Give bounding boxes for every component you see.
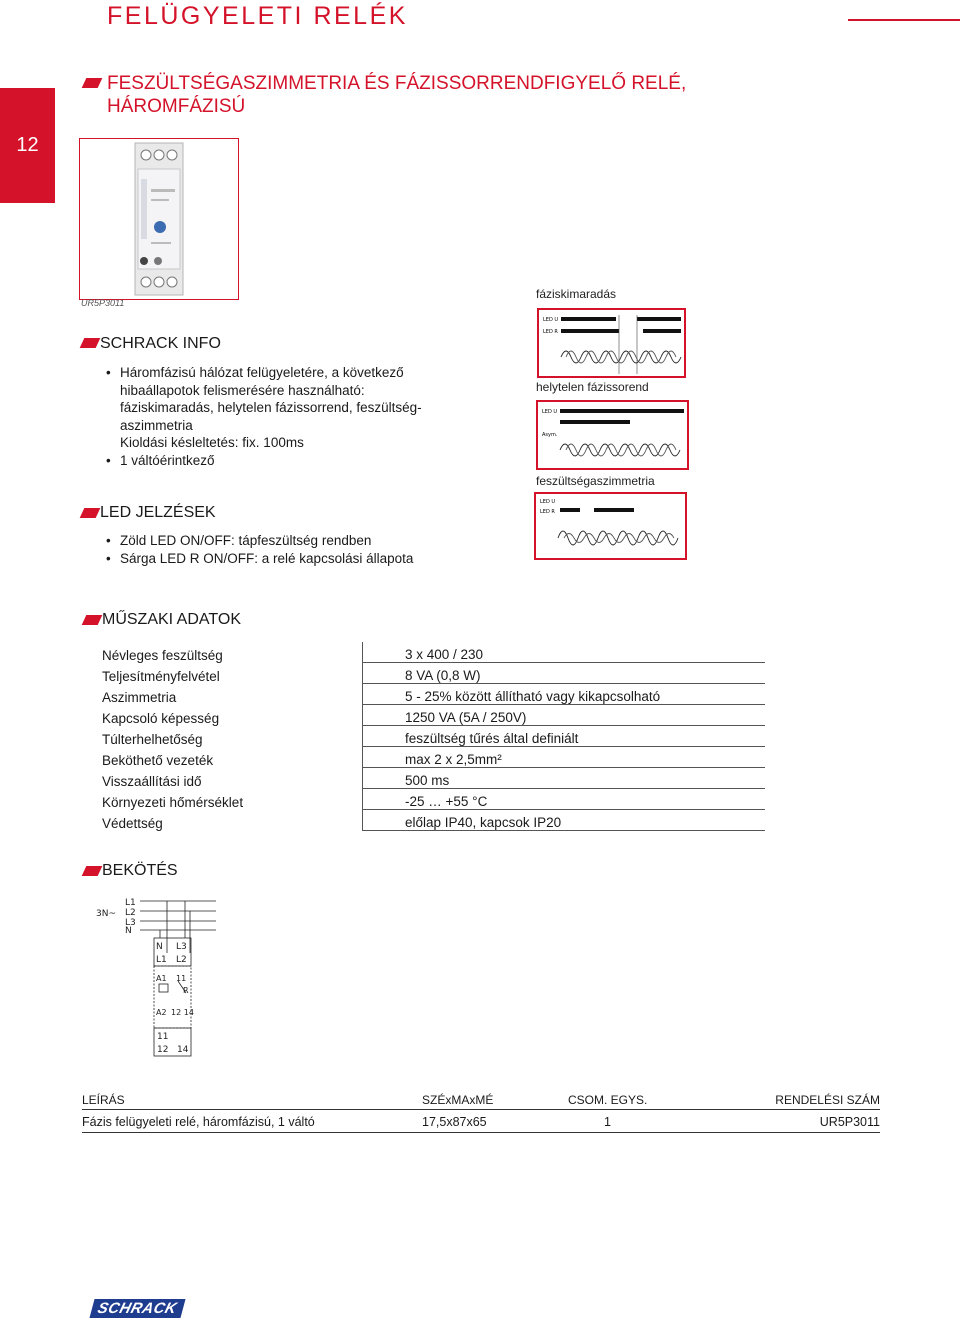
tech-value: 8 VA (0,8 W)	[363, 663, 766, 684]
product-image-caption: UR5P3011	[81, 298, 125, 308]
tech-value: 5 - 25% között állítható vagy kikapcsolható	[363, 684, 766, 705]
technical-heading: MŰSZAKI ADATOK	[102, 611, 241, 628]
table-row	[102, 663, 765, 684]
tech-label: Névleges feszültség	[102, 642, 363, 663]
table-row	[102, 726, 765, 747]
asym-label: Asym.	[542, 432, 558, 438]
tech-value: 500 ms	[363, 768, 766, 789]
section-marker-icon	[82, 866, 103, 876]
page-title: FELÜGYELETI RELÉK	[107, 2, 408, 30]
led-heading: LED JELZÉSEK	[100, 504, 216, 521]
product-image	[79, 138, 239, 300]
table-row	[102, 705, 765, 726]
diagram-wrong-sequence	[536, 400, 689, 470]
column-header: LEÍRÁS	[82, 1091, 422, 1110]
terminal-a1: A1	[156, 974, 167, 983]
supply-label: 3N~	[96, 909, 116, 919]
bottom-terminal-12: 12	[157, 1045, 169, 1055]
schrack-info-heading: SCHRACK INFO	[100, 335, 221, 352]
tech-label: Túlterhelhetőség	[102, 726, 363, 747]
list-item: Kioldási késleltetés: fix. 100ms	[120, 435, 304, 450]
contacts-12-14: 12 14	[171, 1008, 194, 1017]
tech-value: max 2 x 2,5mm²	[363, 747, 766, 768]
line-n-label: N	[125, 926, 132, 936]
section-marker-icon	[80, 508, 101, 518]
led-r-label: LED R	[543, 329, 558, 335]
tech-value: 1250 VA (5A / 250V)	[363, 705, 766, 726]
terminal-l3: L3	[176, 942, 187, 952]
bottom-terminal-11: 11	[157, 1032, 169, 1042]
tech-value: -25 … +55 °C	[363, 789, 766, 810]
heading-marker-icon	[82, 78, 103, 88]
tech-value: feszültség tűrés által definiált	[363, 726, 766, 747]
line-l2-label: L2	[125, 908, 136, 918]
bottom-terminal-14: 14	[177, 1045, 189, 1055]
led-r-label: LED R	[540, 509, 555, 515]
product-heading-line1: FESZÜLTSÉGASZIMMETRIA ÉS FÁZISSORRENDFIGYELŐ RELÉ,	[107, 73, 687, 94]
wiring-diagram	[90, 893, 220, 1063]
tech-label: Védettség	[102, 810, 363, 831]
table-row	[102, 642, 765, 663]
table-row	[102, 747, 765, 768]
diagram-asymmetry	[534, 492, 687, 560]
page-number: 12	[16, 134, 39, 156]
table-cell: 1	[568, 1110, 748, 1133]
led-u-label: LED U	[542, 409, 558, 415]
list-item: hibaállapotok felismerésére használható:	[120, 382, 365, 398]
list-item: • Háromfázisú hálózat felügyeletére, a következő	[106, 364, 486, 382]
page-number-tab	[0, 88, 55, 203]
table-row	[102, 789, 765, 810]
section-marker-icon	[80, 338, 101, 348]
list-item: fáziskimaradás, helytelen fázissorrend, feszültség-	[120, 400, 422, 415]
column-header: CSOM. EGYS.	[568, 1091, 748, 1110]
line-l3-label: L3	[125, 918, 136, 928]
table-header-row	[82, 1091, 880, 1110]
relay-device-illustration	[80, 139, 238, 299]
list-item: • Zöld LED ON/OFF: tápfeszültség rendben	[106, 532, 506, 550]
led-u-label: LED U	[543, 317, 559, 323]
list-item: aszimmetria	[120, 417, 193, 433]
section-marker-icon	[82, 615, 103, 625]
table-row	[102, 768, 765, 789]
terminal-n: N	[156, 942, 163, 952]
tech-label: Beköthető vezeték	[102, 747, 363, 768]
column-header: RENDELÉSI SZÁM	[748, 1091, 880, 1110]
diagram-caption-wrong-sequence: helytelen fázissorend	[536, 380, 649, 394]
tech-label: Környezeti hőmérséklet	[102, 789, 363, 810]
table-cell: UR5P3011	[748, 1110, 880, 1133]
led-list	[106, 532, 506, 567]
table-cell: Fázis felügyeleti relé, háromfázisú, 1 váltó	[82, 1110, 422, 1133]
order-table	[82, 1091, 880, 1133]
diagram-caption-phase-loss: fáziskimaradás	[536, 287, 617, 301]
table-row	[102, 684, 765, 705]
terminal-a2: A2	[156, 1008, 167, 1017]
diagram-caption-asymmetry: feszültségaszimmetria	[536, 474, 655, 488]
header-rule	[848, 19, 960, 21]
product-heading	[107, 72, 686, 118]
schrack-logo: SCHRACK	[89, 1299, 185, 1318]
terminal-l2: L2	[176, 955, 187, 965]
wiring-heading: BEKÖTÉS	[102, 862, 178, 879]
tech-label: Kapcsoló képesség	[102, 705, 363, 726]
tech-value: előlap IP40, kapcsok IP20	[363, 810, 766, 831]
table-row	[82, 1110, 880, 1133]
diagram-phase-loss	[537, 308, 686, 378]
contact-11: 11	[176, 974, 187, 983]
column-header: SZÉxMAxMÉ	[422, 1091, 568, 1110]
relay-r-label: R	[183, 986, 189, 995]
technical-table	[102, 642, 765, 831]
terminal-l1: L1	[156, 955, 167, 965]
tech-label: Visszaállítási idő	[102, 768, 363, 789]
schrack-info-list	[106, 364, 486, 469]
product-heading-line2: HÁROMFÁZISÚ	[107, 96, 246, 117]
tech-value: 3 x 400 / 230	[363, 642, 766, 663]
line-l1-label: L1	[125, 898, 136, 908]
tech-label: Aszimmetria	[102, 684, 363, 705]
list-item: • Sárga LED R ON/OFF: a relé kapcsolási állapota	[106, 550, 506, 568]
table-row	[102, 810, 765, 831]
list-item: • 1 váltóérintkező	[106, 452, 486, 470]
led-u-label: LED U	[540, 499, 556, 505]
table-cell: 17,5x87x65	[422, 1110, 568, 1133]
tech-label: Teljesítményfelvétel	[102, 663, 363, 684]
